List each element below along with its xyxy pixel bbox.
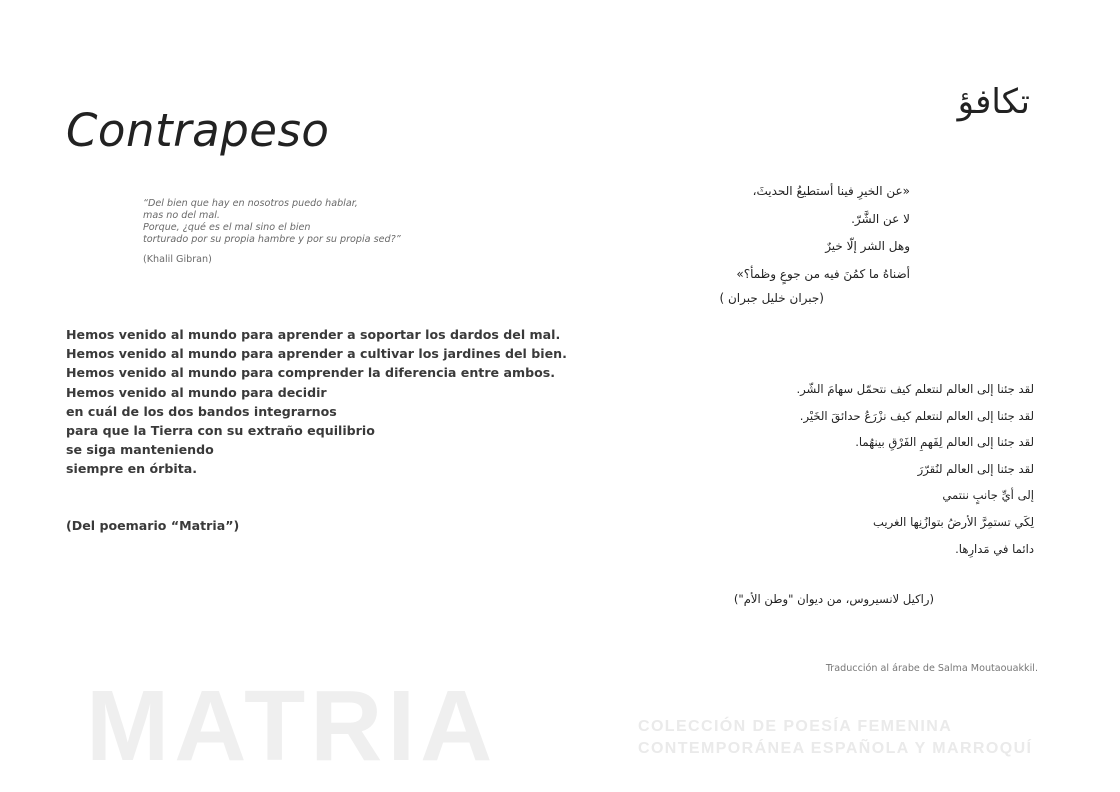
epigraph-line: «عن الخيرِ فينا أستطيعُ الحديثَ، xyxy=(752,184,910,198)
poem-line: Hemos venido al mundo para decidir xyxy=(66,384,327,400)
translation-credit: Traducción al árabe de Salma Moutaouakkil. xyxy=(825,663,1038,674)
poem-line: لقد جئنا إلى العالم لنتعلم كيف نتحمّل سهامَ الشّر. xyxy=(796,382,1034,396)
poem-line: Hemos venido al mundo para comprender la diferencia entre ambos. xyxy=(66,365,556,381)
epigraph-line: لا عن الشَّرّ. xyxy=(851,211,910,226)
spanish-poem-body xyxy=(66,325,606,479)
arabic-epigraph-author: (جبران خليل جبران ) xyxy=(719,291,824,305)
poem-line: دائما في مَدارِها. xyxy=(955,541,1034,556)
epigraph-line: أضناهُ ما كمُنَ فيه من جوعٍ وظمأ؟» xyxy=(736,266,910,281)
spanish-poem-source: (Del poemario “Matria”) xyxy=(66,518,240,533)
epigraph-line: torturado por su propia hambre y por su propia sed?” xyxy=(143,234,401,245)
epigraph-line: Porque, ¿qué es el mal sino el bien xyxy=(143,222,311,233)
poem-line: para que la Tierra con su extraño equilibrio xyxy=(66,423,375,439)
poem-line: se siga manteniendo xyxy=(66,442,214,458)
arabic-poem-title: تكافؤ xyxy=(957,82,1030,122)
poem-line: لقد جئنا إلى العالم لِفَهمِ الفَرْقِ بينهُما. xyxy=(855,435,1034,450)
poem-line: Hemos venido al mundo para aprender a cultivar los jardines del bien. xyxy=(66,346,567,362)
poem-line: إلى أيِّ جانبٍ ننتمي xyxy=(942,488,1034,503)
spanish-epigraph xyxy=(143,198,473,246)
poem-line: siempre en órbita. xyxy=(66,461,198,477)
poem-line: لِكَي تستمِرَّ الأرضُ بتوازُنِها الغريب xyxy=(873,514,1034,529)
poem-line: en cuál de los dos bandos integrarnos xyxy=(66,403,337,419)
epigraph-line: وهل الشر إلّا خيرٌ xyxy=(825,239,910,253)
poem-line: لقد جئنا إلى العالم لنتعلم كيف نزْرَعُ حدائقَ الخَيْر. xyxy=(799,408,1034,423)
arabic-epigraph xyxy=(580,178,910,288)
arabic-poem-body xyxy=(694,376,1034,562)
epigraph-line: mas no del mal. xyxy=(143,210,220,221)
spanish-poem-title: Contrapeso xyxy=(66,104,330,157)
spanish-epigraph-author: (Khalil Gibran) xyxy=(143,254,212,265)
footer-brand-watermark: MATRIA xyxy=(86,670,498,782)
footer-collection-title xyxy=(638,716,1032,760)
poem-line: لقد جئنا إلى العالم لنُقرّرَ xyxy=(917,461,1034,476)
arabic-poem-source: (راكيل لانسيروس، من ديوان "وطن الأم") xyxy=(733,592,934,606)
poem-line: Hemos venido al mundo para aprender a soportar los dardos del mal. xyxy=(66,327,561,342)
collection-line: CONTEMPORÁNEA ESPAÑOLA Y MARROQUÍ xyxy=(638,740,1033,757)
collection-line: COLECCIÓN DE POESÍA FEMENINA xyxy=(638,718,953,735)
epigraph-line: “Del bien que hay en nosotros puedo hablar, xyxy=(143,198,358,209)
